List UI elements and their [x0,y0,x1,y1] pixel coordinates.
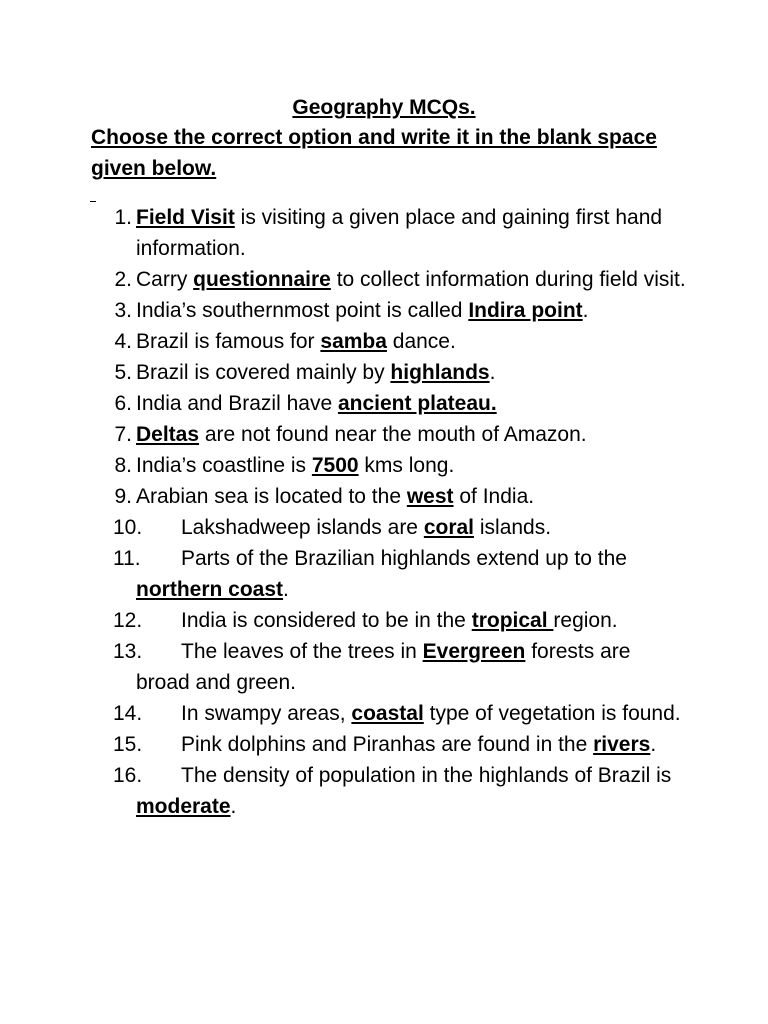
answer-blank: rivers [593,733,651,756]
question-text-after: . [650,733,657,756]
question-number: 2. [114,268,132,291]
question-item [0,202,768,264]
question-text-after: are not found near the mouth of Amazon. [199,423,587,446]
question-item [0,729,768,760]
question-text-before: Carry [136,268,194,291]
question-number: 15. [113,733,143,756]
question-item [0,419,768,450]
question-text-after: islands. [474,516,552,539]
question-text-after: . [489,361,496,384]
question-number: 9. [114,485,132,508]
question-item [0,512,768,543]
answer-blank: west [406,485,454,508]
answer-blank: Deltas [136,423,200,446]
question-number: 16. [113,764,143,787]
question-text-before: Lakshadweep islands are [181,516,424,539]
answer-blank: Evergreen [422,640,526,663]
answer-blank: Indira point [468,299,583,322]
question-number: 13. [113,640,143,663]
question-text-before: Brazil is covered mainly by [136,361,391,384]
question-item [0,357,768,388]
answer-blank: moderate [136,795,231,818]
question-number: 1. [114,206,132,229]
question-number: 14. [113,702,143,725]
question-text-before: India’s coastline is [136,454,312,477]
question-number: 12. [113,609,143,632]
answer-blank: tropical [471,609,554,632]
question-number: 3. [114,299,132,322]
question-number: 7. [114,423,132,446]
question-item [0,326,768,357]
question-text-before: India is considered to be in the [181,609,472,632]
question-item [0,388,768,419]
question-item [0,295,768,326]
question-text-after: . [230,795,237,818]
answer-blank: samba [320,330,387,353]
answer-blank: highlands [390,361,490,384]
question-item [0,543,768,605]
question-text-after: is visiting a given place and gaining first hand information. [136,206,663,260]
question-item [0,481,768,512]
question-text-after: . [283,578,289,601]
question-item [0,698,768,729]
question-text-after: forests are broad and green. [136,640,631,694]
question-text-after: kms long. [358,454,455,477]
question-item [0,450,768,481]
answer-blank: coral [423,516,475,539]
question-list [0,202,768,822]
question-item [0,760,768,822]
question-text-before: The density of population in the highlands of Brazil is [181,764,672,787]
question-number: 8. [114,454,132,477]
question-text-after: of India. [453,485,535,508]
page-title: Geography MCQs. [292,96,476,119]
question-text-before: Pink dolphins and Piranhas are found in the [181,733,594,756]
answer-blank: 7500 [311,454,359,477]
question-text-before: The leaves of the trees in [181,640,423,663]
question-text-after: dance. [386,330,456,353]
question-number: 5. [114,361,132,384]
question-item [0,605,768,636]
answer-blank: ancient plateau. [337,392,497,415]
question-text-after: type of vegetation is found. [423,702,681,725]
question-text-after: . [582,299,589,322]
question-text-before: India and Brazil have [136,392,338,415]
question-item [0,264,768,295]
question-text-before: Parts of the Brazilian highlands extend up to the [181,547,627,570]
question-text-before: Brazil is famous for [136,330,321,353]
question-number: 6. [114,392,132,415]
question-text-after: region. [553,609,618,632]
answer-blank: northern coast [136,578,284,601]
answer-blank: coastal [351,702,424,725]
question-item [0,636,768,698]
instruction-text: Choose the correct option and write it in the blank space given below. [91,126,657,180]
question-text-after: to collect information during field visit. [330,268,686,291]
answer-blank: questionnaire [193,268,331,291]
question-number: 11. [113,547,141,570]
question-number: 4. [114,330,132,353]
answer-blank: Field Visit [136,206,235,229]
question-text-before: India’s southernmost point is called [136,299,469,322]
question-text-before: In swampy areas, [181,702,352,725]
question-text-before: Arabian sea is located to the [136,485,407,508]
question-number: 10. [113,516,143,539]
